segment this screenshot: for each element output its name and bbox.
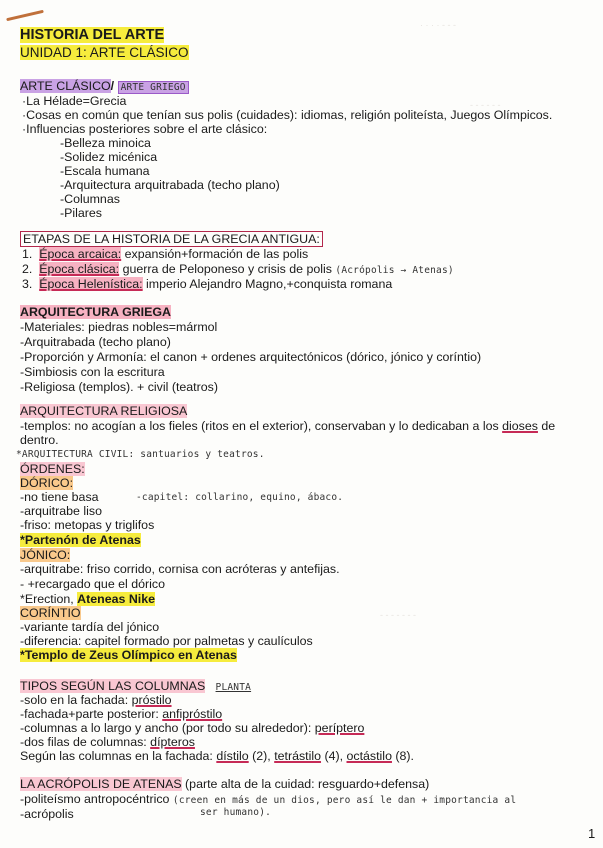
text-line: *Erection, Ateneas Nike <box>20 592 155 606</box>
list-item: -Solidez micénica <box>60 150 158 164</box>
text-line: -fachada+parte posterior: anfipróstilo <box>20 707 223 721</box>
text-line: ·Influencias posteriores sobre el arte clásico: <box>22 122 268 136</box>
list-item: 2. Época clásica: guerra de Peloponeso y crisis de polis (Acrópolis → Atenas) <box>22 262 454 276</box>
text-line: -Religiosa (templos). + civil (teatros) <box>20 380 218 394</box>
section-heading-arquitectura-religiosa: ARQUITECTURA RELIGIOSA <box>20 404 188 418</box>
section-heading-etapas: ETAPAS DE LA HISTORIA DE LA GRECIA ANTIGUA: <box>20 232 323 247</box>
text-line: ·La Hélade=Grecia <box>22 94 127 108</box>
list-item: 1. Época arcaica: expansión+formación de las polis <box>22 247 309 261</box>
section-heading-acropolis: LA ACRÓPOLIS DE ATENAS (parte alta de la cuidad: resguardo+defensa) <box>20 777 430 791</box>
subheading-corintio: CORÍNTIO <box>20 606 81 620</box>
text-line: -arquitrabe: friso corrido, cornisa con acróteras y antefijas. <box>20 562 340 576</box>
text-line: -Materiales: piedras nobles=mármol <box>20 320 218 334</box>
section-heading-arte-clasico: ARTE CLÁSICO/ ARTE GRIEGO <box>20 79 189 95</box>
list-item: -Belleza minoica <box>60 136 151 150</box>
text-line: -dos filas de columnas: dípteros <box>20 735 195 749</box>
subheading-jonico: JÓNICO: <box>20 548 71 562</box>
handwritten-note: ser humano). <box>200 807 272 818</box>
text-line: -friso: metopas y triglifos <box>20 518 155 532</box>
subheading-dorico: DÓRICO: <box>20 476 74 490</box>
section-heading-tipos-columnas: TIPOS SEGÚN LAS COLUMNAS PLANTA <box>20 679 252 693</box>
bleed-through: ‐ ‐ ‐ ‐ ‐ ‐ <box>470 100 501 110</box>
text-line: -arquitrabe liso <box>20 504 102 518</box>
text-line: -Simbiosis con la escritura <box>20 365 165 379</box>
text-line: -no tiene basa <box>20 490 99 504</box>
text-line: -columnas a lo largo y ancho (por todo su alrededor): períptero <box>20 721 365 735</box>
page-title: HISTORIA DEL ARTE <box>20 27 165 43</box>
handwritten-note: PLANTA <box>215 682 252 693</box>
text-line: dentro. <box>20 433 59 447</box>
text-line: ·Cosas en común que tenían sus polis (cuidades): idiomas, religión politeísta, Juegos Olímpicos. <box>22 108 553 122</box>
text-line: -Proporción y Armonía: el canon + ordenes arquitectónicos (dórico, jónico y coríntio) <box>20 350 482 364</box>
handwritten-note: *ARQUITECTURA CIVIL: santuarios y teatros. <box>16 449 265 460</box>
list-item: -Pilares <box>60 206 102 220</box>
text-line: -diferencia: capitel formado por palmetas y caulículos <box>20 634 313 648</box>
text-line: -templos: no acogían a los fieles (ritos en el exterior), conservaban y lo dedicaban a los dioses de <box>20 419 556 433</box>
text-line: Según las columnas en la fachada: dístilo (2), tetrástilo (4), octástilo (8). <box>20 749 414 763</box>
text-line: -solo en la fachada: próstilo <box>20 693 172 707</box>
pen-mark-decoration <box>6 10 44 21</box>
highlight-example: *Partenón de Atenas <box>20 533 141 547</box>
list-item: 3. Época Helenística: imperio Alejandro Magno,+conquista romana <box>22 277 393 291</box>
text-line: -politeísmo antropocéntrico (creen en más de un dios, pero así le dan + importancia al <box>20 792 517 806</box>
bleed-through: · · · · ‐ ‐ ‐ <box>420 20 456 30</box>
text-line: -Arquitrabada (techo plano) <box>20 335 171 349</box>
page-number: 1 <box>588 826 596 841</box>
highlight-example: *Templo de Zeus Olímpico en Atenas <box>20 648 237 662</box>
text-line: - +recargado que el dórico <box>20 577 165 591</box>
page-subtitle: UNIDAD 1: ARTE CLÁSICO <box>20 45 189 60</box>
list-item: -Escala humana <box>60 164 150 178</box>
list-item: -Columnas <box>60 192 120 206</box>
text-line: -variante tardía del jónico <box>20 620 160 634</box>
handwritten-note: (Acrópolis → Atenas) <box>335 265 454 276</box>
subheading-ordenes: ÓRDENES: <box>20 462 85 476</box>
bleed-through: ‐ ‐ ‐ ‐ ‐ ‐ ‐ <box>380 610 416 620</box>
section-heading-arquitectura-griega: ARQUITECTURA GRIEGA <box>20 305 171 319</box>
handwritten-note: -capitel: collarino, equino, ábaco. <box>136 492 344 503</box>
handwritten-note: (creen en más de un dios, pero así le dan + importancia al <box>172 795 517 806</box>
list-item: -Arquitectura arquitrabada (techo plano) <box>60 178 280 192</box>
text-line: -acrópolis <box>20 807 74 821</box>
